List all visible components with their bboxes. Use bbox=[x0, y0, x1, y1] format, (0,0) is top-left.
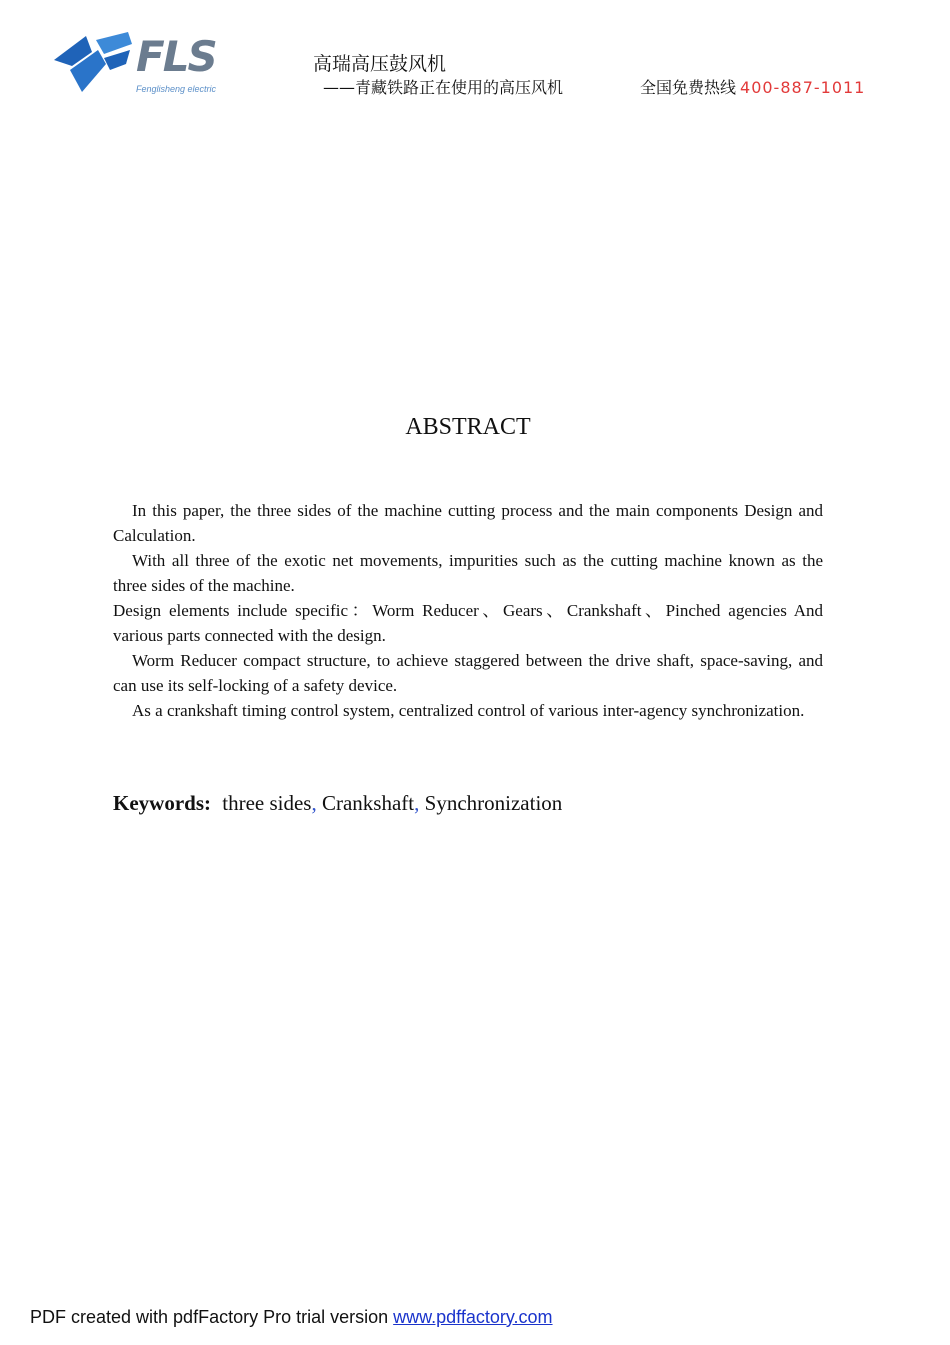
keyword-separator: , bbox=[311, 791, 317, 815]
pdffactory-link[interactable]: www.pdffactory.com bbox=[393, 1307, 553, 1327]
footer-text: PDF created with pdfFactory Pro trial version bbox=[30, 1307, 389, 1327]
abstract-paragraph: In this paper, the three sides of the machine cutting process and the main components Design and Calculation. bbox=[113, 501, 823, 545]
header-subtitle: ——青藏铁路正在使用的高压风机 bbox=[323, 78, 564, 97]
header-title: 高瑞高压鼓风机 bbox=[313, 53, 447, 75]
logo-subtitle: Fenglisheng electric bbox=[136, 84, 217, 94]
header-hotline bbox=[640, 75, 865, 98]
logo-text: FLS bbox=[136, 32, 216, 81]
hotline-label: 全国免费热线 bbox=[640, 78, 737, 97]
keywords-label: Keywords: bbox=[113, 791, 211, 815]
hotline-number: 400-887-1011 bbox=[740, 78, 866, 97]
keyword-item: Crankshaft bbox=[321, 791, 415, 815]
keywords-line bbox=[113, 791, 562, 816]
keyword-separator: , bbox=[414, 791, 420, 815]
abstract-paragraph: With all three of the exotic net movements, impurities such as the cutting machine known as the three sides of the machine. bbox=[113, 551, 823, 595]
abstract-paragraph: Design elements include specific：Worm Reducer、Gears、Crankshaft、Pinched agencies And various parts connected with the design. bbox=[113, 601, 823, 645]
abstract-body bbox=[113, 498, 823, 723]
pdf-footer bbox=[30, 1307, 553, 1328]
logo-mark-icon bbox=[52, 30, 136, 100]
company-logo bbox=[52, 30, 242, 100]
abstract-paragraph: As a crankshaft timing control system, centralized control of various inter-agency synchronization. bbox=[132, 701, 805, 720]
abstract-paragraph: Worm Reducer compact structure, to achieve staggered between the drive shaft, space-saving, and can use its self-locking of a safety device. bbox=[113, 651, 823, 695]
keyword-item: Synchronization bbox=[424, 791, 563, 815]
keyword-item: three sides bbox=[222, 791, 312, 815]
abstract-heading: ABSTRACT bbox=[405, 414, 531, 440]
